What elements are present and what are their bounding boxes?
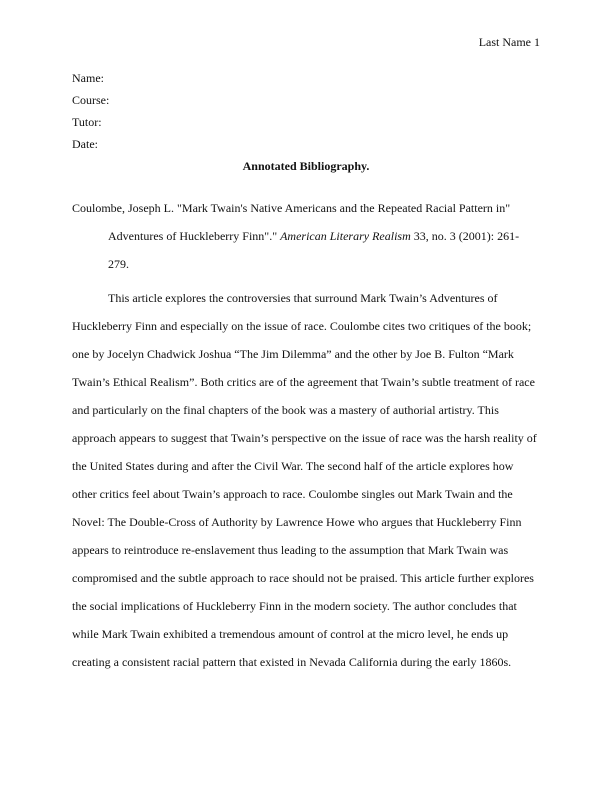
annotation-paragraph [72, 284, 542, 676]
paragraph-line: approach appears to suggest that Twain’s perspective on the issue of race was the harsh reality of [72, 431, 537, 445]
tutor-line: Tutor: [72, 115, 102, 129]
paragraph-line: Novel: The Double-Cross of Authority by Lawrence Howe who argues that Huckleberry Finn [72, 515, 522, 529]
citation-text: Adventures of Huckleberry Finn"." [108, 229, 281, 243]
citation-text: 33, no. 3 (2001): 261- [410, 229, 520, 243]
paragraph-line: creating a consistent racial pattern that existed in Nevada California during the early 1860s. [72, 655, 512, 669]
journal-title: American Literary Realism [280, 229, 411, 243]
document-title: Annotated Bibliography. [242, 159, 370, 173]
citation-line [72, 222, 542, 250]
date-line: Date: [72, 137, 98, 151]
paragraph-line: and particularly on the final chapters of the book was a mastery of authorial artistry. This [72, 403, 499, 417]
name-line: Name: [72, 71, 104, 85]
citation-entry [72, 194, 542, 278]
paragraph-line: the United States during and after the Civil War. The second half of the article explores how [72, 459, 514, 473]
paragraph-line: Huckleberry Finn and especially on the issue of race. Coulombe cites two critiques of the book; [72, 319, 532, 333]
student-info-block [72, 71, 109, 159]
paragraph-line: one by Jocelyn Chadwick Joshua “The Jim Dilemma” and the other by Joe B. Fulton “Mark [72, 347, 514, 361]
paragraph-line: appears to reintroduce re-enslavement thus leading to the assumption that Mark Twain was [72, 543, 509, 557]
paragraph-line: the social implications of Huckleberry Finn in the modern society. The author concludes that [72, 599, 517, 613]
citation-line: 279. [108, 257, 129, 271]
citation-line: Coulombe, Joseph L. "Mark Twain's Native Americans and the Repeated Racial Pattern in" [72, 201, 511, 215]
running-head: Last Name 1 [478, 35, 540, 49]
paragraph-line: compromised and the subtle approach to race should not be praised. This article further explores [72, 571, 534, 585]
paragraph-line: while Mark Twain exhibited a tremendous amount of control at the micro level, he ends up [72, 627, 509, 641]
paragraph-line: This article explores the controversies that surround Mark Twain’s Adventures of [108, 291, 498, 305]
paragraph-line: Twain’s Ethical Realism”. Both critics are of the agreement that Twain’s subtle treatment of race [72, 375, 535, 389]
paragraph-line: other critics feel about Twain’s approach to race. Coulombe singles out Mark Twain and the [72, 487, 513, 501]
course-line: Course: [72, 93, 110, 107]
